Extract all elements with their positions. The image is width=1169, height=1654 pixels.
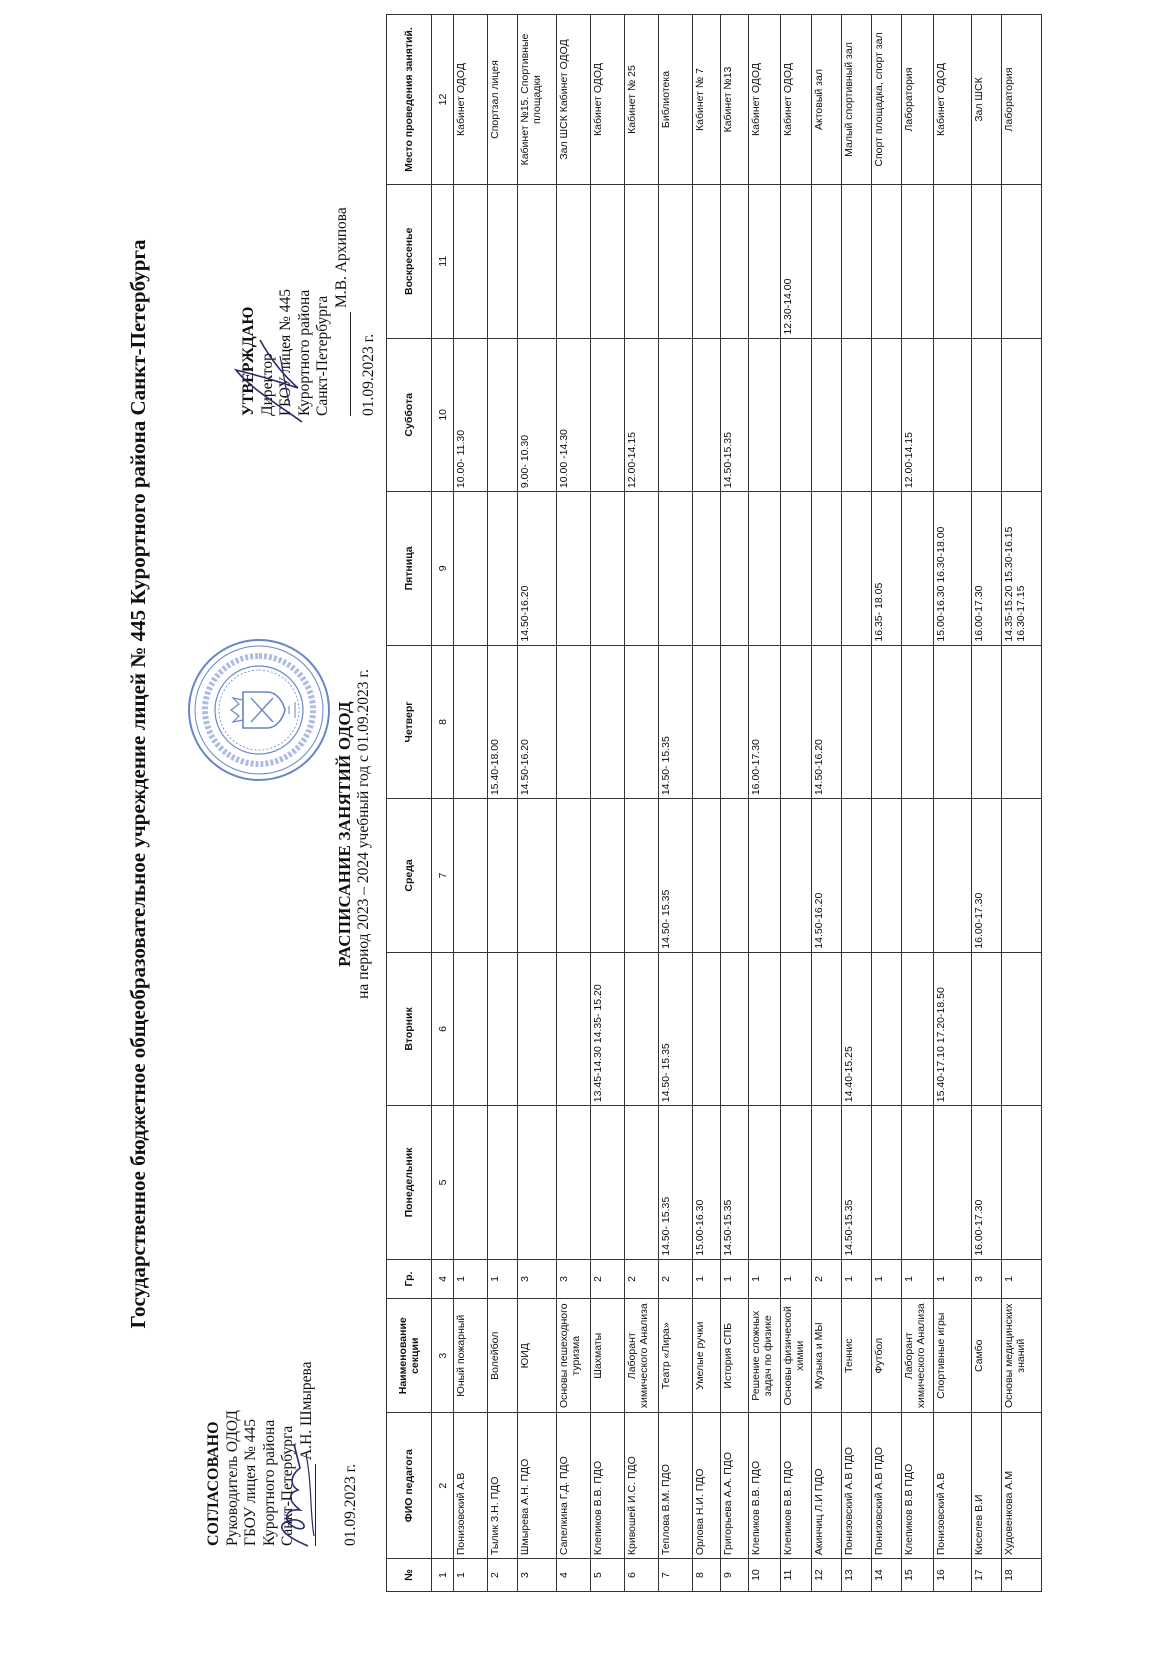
saturday-time xyxy=(972,338,1002,492)
document-title: Государственное бюджетное общеобразовательное учреждение лицей № 445 Курортного района Санкт-Петербурга xyxy=(126,239,150,1329)
wednesday-time xyxy=(591,799,625,953)
friday-time xyxy=(557,492,591,646)
column-number: 4 xyxy=(432,1259,454,1298)
friday-time xyxy=(749,492,781,646)
tuesday-time: 14.50- 15.35 xyxy=(659,952,693,1106)
group-count: 2 xyxy=(591,1259,625,1298)
monday-time xyxy=(488,1106,518,1260)
thursday-time xyxy=(972,645,1002,799)
friday-time xyxy=(812,492,842,646)
header-cell: Гр. xyxy=(387,1259,432,1298)
column-number: 2 xyxy=(432,1413,454,1559)
saturday-time: 12.00-14.15 xyxy=(902,338,934,492)
thursday-time xyxy=(693,645,721,799)
section-name: Теннис xyxy=(842,1299,872,1413)
teacher-name: Понизовский А.В ПДО xyxy=(872,1413,902,1559)
sunday-time xyxy=(518,185,557,339)
header-cell: Пятница xyxy=(387,492,432,646)
row-number: 4 xyxy=(557,1559,591,1592)
tuesday-time xyxy=(454,952,488,1106)
thursday-time: 14.50-16.20 xyxy=(812,645,842,799)
header-cell: Вторник xyxy=(387,952,432,1106)
lesson-place: Спортзал лицея xyxy=(488,15,518,185)
header-cell: Место проведения занятий. xyxy=(387,15,432,185)
friday-time: 16.35- 18.05 xyxy=(872,492,902,646)
friday-time xyxy=(842,492,872,646)
row-number: 6 xyxy=(625,1559,659,1592)
group-count: 1 xyxy=(454,1259,488,1298)
lesson-place: Кабинет ОДОД xyxy=(591,15,625,185)
section-name: Основы физической химии xyxy=(781,1299,812,1413)
friday-time xyxy=(591,492,625,646)
table-row xyxy=(749,15,781,1592)
saturday-time xyxy=(842,338,872,492)
table-row xyxy=(934,15,972,1592)
friday-time: 15.00-16.30 16.30-18.00 xyxy=(934,492,972,646)
agreed-name: А.Н. Шмырева xyxy=(297,1361,315,1460)
thursday-time xyxy=(454,645,488,799)
table-row xyxy=(721,15,749,1592)
approved-heading: УТВЕРЖДАЮ xyxy=(240,306,257,416)
section-name: Волейбол xyxy=(488,1299,518,1413)
table-row xyxy=(812,15,842,1592)
column-number: 8 xyxy=(432,645,454,799)
official-seal-stamp xyxy=(185,636,333,784)
saturday-time: 14.50-15.35 xyxy=(721,338,749,492)
wednesday-time xyxy=(749,799,781,953)
sunday-time xyxy=(749,185,781,339)
row-number: 11 xyxy=(781,1559,812,1592)
section-name: Умелые ручки xyxy=(693,1299,721,1413)
friday-time: 14.35-15.20 15.30-16.15 16.30-17.15 xyxy=(1002,492,1042,646)
teacher-name: Понизовский А.В ПДО xyxy=(842,1413,872,1559)
agreed-line: Руководитель ОДОД xyxy=(223,1410,241,1546)
saturday-time: 10.00 -14.30 xyxy=(557,338,591,492)
lesson-place: Кабинет №13 xyxy=(721,15,749,185)
group-count: 1 xyxy=(693,1259,721,1298)
tuesday-time xyxy=(518,952,557,1106)
sunday-time xyxy=(812,185,842,339)
row-number: 7 xyxy=(659,1559,693,1592)
table-row xyxy=(454,15,488,1592)
teacher-name: Клепиков В.В. ПДО xyxy=(749,1413,781,1559)
tuesday-time xyxy=(693,952,721,1106)
friday-time xyxy=(454,492,488,646)
friday-time xyxy=(902,492,934,646)
teacher-name: Киселев В.И xyxy=(972,1413,1002,1559)
tuesday-time xyxy=(781,952,812,1106)
group-count: 1 xyxy=(721,1259,749,1298)
sunday-time xyxy=(454,185,488,339)
approved-signature-line xyxy=(333,207,352,416)
thursday-time xyxy=(781,645,812,799)
table-row xyxy=(557,15,591,1592)
column-number: 5 xyxy=(432,1106,454,1260)
header-cell: Четверг xyxy=(387,645,432,799)
group-count: 1 xyxy=(872,1259,902,1298)
teacher-name: Сапелкина Г.Д. ПДО xyxy=(557,1413,591,1559)
column-number: 12 xyxy=(432,15,454,185)
saturday-time xyxy=(488,338,518,492)
lesson-place: Актовый зал xyxy=(812,15,842,185)
thursday-time xyxy=(557,645,591,799)
monday-time xyxy=(591,1106,625,1260)
lesson-place: Кабинет ОДОД xyxy=(454,15,488,185)
column-number: 3 xyxy=(432,1299,454,1413)
section-name: Юный пожарный xyxy=(454,1299,488,1413)
tuesday-time: 15.40-17.10 17.20-18.50 xyxy=(934,952,972,1106)
lesson-place: Кабинет № 25 xyxy=(625,15,659,185)
group-count: 1 xyxy=(842,1259,872,1298)
thursday-time xyxy=(721,645,749,799)
group-count: 3 xyxy=(972,1259,1002,1298)
sunday-time xyxy=(902,185,934,339)
sunday-time xyxy=(972,185,1002,339)
schedule-title: РАСПИСАНИЕ ЗАНЯТИЙ ОДОД xyxy=(335,701,354,967)
friday-time xyxy=(781,492,812,646)
saturday-time xyxy=(872,338,902,492)
approved-line: ГБОУ лицея № 445 xyxy=(277,288,294,416)
sunday-time xyxy=(721,185,749,339)
thursday-time xyxy=(902,645,934,799)
table-row xyxy=(518,15,557,1592)
sunday-time xyxy=(625,185,659,339)
section-name: Самбо xyxy=(972,1299,1002,1413)
teacher-name: Григорьева А.А. ПДО xyxy=(721,1413,749,1559)
monday-time xyxy=(749,1106,781,1260)
thursday-time xyxy=(842,645,872,799)
monday-time: 16.00-17.30 xyxy=(972,1106,1002,1260)
column-number: 1 xyxy=(432,1559,454,1592)
wednesday-time xyxy=(518,799,557,953)
sunday-time xyxy=(934,185,972,339)
wednesday-time xyxy=(1002,799,1042,953)
saturday-time xyxy=(812,338,842,492)
wednesday-time xyxy=(934,799,972,953)
monday-time xyxy=(812,1106,842,1260)
lesson-place: Лаборатория xyxy=(902,15,934,185)
wednesday-time xyxy=(902,799,934,953)
sunday-time xyxy=(693,185,721,339)
thursday-time xyxy=(934,645,972,799)
lesson-place: Кабинет № 7 xyxy=(693,15,721,185)
handwritten-signature-right xyxy=(230,326,310,436)
friday-time xyxy=(625,492,659,646)
tuesday-time xyxy=(488,952,518,1106)
wednesday-time xyxy=(693,799,721,953)
monday-time: 14.50-15.35 xyxy=(721,1106,749,1260)
section-name: Основы медицинских знаний xyxy=(1002,1299,1042,1413)
row-number: 1 xyxy=(454,1559,488,1592)
monday-time xyxy=(454,1106,488,1260)
wednesday-time: 14.50- 15.35 xyxy=(659,799,693,953)
tuesday-time xyxy=(625,952,659,1106)
approved-line: Санкт-Петербурга xyxy=(314,295,331,416)
section-name: Футбол xyxy=(872,1299,902,1413)
thursday-time xyxy=(1002,645,1042,799)
teacher-name: Понизовский А.В xyxy=(934,1413,972,1559)
group-count: 3 xyxy=(557,1259,591,1298)
row-number: 9 xyxy=(721,1559,749,1592)
table-row xyxy=(842,15,872,1592)
teacher-name: Шмырева А.Н. ПДО xyxy=(518,1413,557,1559)
row-number: 16 xyxy=(934,1559,972,1592)
teacher-name: Кривошей И.С. ПДО xyxy=(625,1413,659,1559)
wednesday-time xyxy=(721,799,749,953)
sunday-time xyxy=(488,185,518,339)
section-name: Решение сложных задач по физике xyxy=(749,1299,781,1413)
lesson-place: Кабинет №15. Спортивные площадки xyxy=(518,15,557,185)
friday-time: 16.00-17.30 xyxy=(972,492,1002,646)
table-row xyxy=(591,15,625,1592)
table-row xyxy=(972,15,1002,1592)
teacher-name: Орлова Н.И. ПДО xyxy=(693,1413,721,1559)
lesson-place: Зал ШСК Кабинет ОДОД xyxy=(557,15,591,185)
friday-time xyxy=(659,492,693,646)
table-row xyxy=(872,15,902,1592)
agreed-line: Курортного района xyxy=(260,1419,278,1546)
group-count: 2 xyxy=(625,1259,659,1298)
sunday-time xyxy=(591,185,625,339)
monday-time xyxy=(557,1106,591,1260)
section-name: Лаборант химического Анализа xyxy=(902,1299,934,1413)
lesson-place: Библиотека xyxy=(659,15,693,185)
header-cell: Наименование секции xyxy=(387,1299,432,1413)
agreed-line: ГБОУ лицея № 445 xyxy=(242,1418,259,1546)
row-number: 14 xyxy=(872,1559,902,1592)
section-name: Шахматы xyxy=(591,1299,625,1413)
wednesday-time xyxy=(872,799,902,953)
lesson-place: Малый спортивный зал xyxy=(842,15,872,185)
column-number: 6 xyxy=(432,952,454,1106)
thursday-time xyxy=(591,645,625,799)
column-number: 7 xyxy=(432,799,454,953)
monday-time xyxy=(1002,1106,1042,1260)
tuesday-time xyxy=(749,952,781,1106)
wednesday-time: 14.50-16.20 xyxy=(812,799,842,953)
row-number: 3 xyxy=(518,1559,557,1592)
thursday-time: 14.50-16.20 xyxy=(518,645,557,799)
monday-time xyxy=(902,1106,934,1260)
approved-line: Директор xyxy=(258,353,276,416)
group-count: 3 xyxy=(518,1259,557,1298)
saturday-time xyxy=(934,338,972,492)
friday-time: 14.50-16.20 xyxy=(518,492,557,646)
wednesday-time xyxy=(781,799,812,953)
lesson-place: Лаборатория xyxy=(1002,15,1042,185)
tuesday-time xyxy=(902,952,934,1106)
approved-line: Курортного района xyxy=(295,289,313,416)
agreed-line: Санкт-Петербурга xyxy=(279,1425,296,1546)
row-number: 17 xyxy=(972,1559,1002,1592)
table-row xyxy=(693,15,721,1592)
schedule-table xyxy=(386,14,1042,1592)
section-name: Спортивные игры xyxy=(934,1299,972,1413)
saturday-time: 12.00-14.15 xyxy=(625,338,659,492)
monday-time xyxy=(625,1106,659,1260)
wednesday-time: 16.00-17.30 xyxy=(972,799,1002,953)
saturday-time: 10.00- 11.30 xyxy=(454,338,488,492)
monday-time xyxy=(872,1106,902,1260)
group-count: 1 xyxy=(781,1259,812,1298)
sunday-time xyxy=(659,185,693,339)
row-number: 13 xyxy=(842,1559,872,1592)
saturday-time xyxy=(591,338,625,492)
group-count: 1 xyxy=(1002,1259,1042,1298)
monday-time: 14.50- 15.35 xyxy=(659,1106,693,1260)
monday-time: 15.00-16.30 xyxy=(693,1106,721,1260)
header-cell: № xyxy=(387,1559,432,1592)
table-header-row xyxy=(387,15,432,1592)
saturday-time xyxy=(1002,338,1042,492)
header-cell: Понедельник xyxy=(387,1106,432,1260)
monday-time: 14.50-15.35 xyxy=(842,1106,872,1260)
group-count: 2 xyxy=(659,1259,693,1298)
lesson-place: Кабинет ОДОД xyxy=(781,15,812,185)
table-row xyxy=(659,15,693,1592)
section-name: История СПБ xyxy=(721,1299,749,1413)
group-count: 1 xyxy=(749,1259,781,1298)
header-cell: ФИО педагога xyxy=(387,1413,432,1559)
wednesday-time xyxy=(454,799,488,953)
thursday-time: 15.40-18.00 xyxy=(488,645,518,799)
sunday-time: 12.30-14.00 xyxy=(781,185,812,339)
tuesday-time xyxy=(557,952,591,1106)
lesson-place: Кабинет ОДОД xyxy=(934,15,972,185)
lesson-place: Зал ШСК xyxy=(972,15,1002,185)
column-number: 10 xyxy=(432,338,454,492)
section-name: Музыка и МЫ xyxy=(812,1299,842,1413)
row-number: 15 xyxy=(902,1559,934,1592)
friday-time xyxy=(488,492,518,646)
schedule-heading xyxy=(335,454,373,1214)
approved-name: М.В. Архипова xyxy=(332,207,350,308)
agreed-date: 01.09.2023 г. xyxy=(342,1463,359,1546)
thursday-time xyxy=(625,645,659,799)
wednesday-time xyxy=(488,799,518,953)
tuesday-time xyxy=(972,952,1002,1106)
agreed-heading: СОГЛАСОВАНО xyxy=(205,1421,222,1546)
teacher-name: Худовенкова А.М xyxy=(1002,1413,1042,1559)
header-cell: Среда xyxy=(387,799,432,953)
sunday-time xyxy=(872,185,902,339)
section-name: Основы пешеходного туризма xyxy=(557,1299,591,1413)
header-cell: Воскресенье xyxy=(387,185,432,339)
sunday-time xyxy=(1002,185,1042,339)
sunday-time xyxy=(842,185,872,339)
saturday-time xyxy=(749,338,781,492)
tuesday-time xyxy=(812,952,842,1106)
approved-date: 01.09.2023 г. xyxy=(360,333,377,416)
teacher-name: Акинчиц Л.И ПДО xyxy=(812,1413,842,1559)
section-name: Театр «Лира» xyxy=(659,1299,693,1413)
thursday-time: 16.00-17.30 xyxy=(749,645,781,799)
teacher-name: Клепиков В.В. ПДО xyxy=(591,1413,625,1559)
row-number: 10 xyxy=(749,1559,781,1592)
row-number: 18 xyxy=(1002,1559,1042,1592)
friday-time xyxy=(721,492,749,646)
teacher-name: Понизовский А.В xyxy=(454,1413,488,1559)
wednesday-time xyxy=(625,799,659,953)
monday-time xyxy=(518,1106,557,1260)
sunday-time xyxy=(557,185,591,339)
section-name: ЮИД xyxy=(518,1299,557,1413)
column-number: 11 xyxy=(432,185,454,339)
wednesday-time xyxy=(842,799,872,953)
thursday-time: 14.50- 15.35 xyxy=(659,645,693,799)
saturday-time xyxy=(659,338,693,492)
saturday-time xyxy=(781,338,812,492)
tuesday-time xyxy=(1002,952,1042,1106)
friday-time xyxy=(693,492,721,646)
monday-time xyxy=(934,1106,972,1260)
row-number: 8 xyxy=(693,1559,721,1592)
group-count: 1 xyxy=(488,1259,518,1298)
tuesday-time xyxy=(872,952,902,1106)
lesson-place: Спорт площадка, спорт зал xyxy=(872,15,902,185)
wednesday-time xyxy=(557,799,591,953)
table-row xyxy=(781,15,812,1592)
table-row xyxy=(488,15,518,1592)
section-name: Лаборант химического Анализа xyxy=(625,1299,659,1413)
tuesday-time: 14.40-15.25 xyxy=(842,952,872,1106)
handwritten-signature-left xyxy=(270,1434,318,1554)
header-cell: Суббота xyxy=(387,338,432,492)
thursday-time xyxy=(872,645,902,799)
tuesday-time: 13.45-14.30 14.35- 15.20 xyxy=(591,952,625,1106)
column-number-row xyxy=(432,15,454,1592)
saturday-time xyxy=(693,338,721,492)
lesson-place: Кабинет ОДОД xyxy=(749,15,781,185)
row-number: 5 xyxy=(591,1559,625,1592)
teacher-name: Клепиков В.В ПДО xyxy=(902,1413,934,1559)
signature-underline xyxy=(336,312,351,416)
group-count: 1 xyxy=(934,1259,972,1298)
monday-time xyxy=(781,1106,812,1260)
column-number: 9 xyxy=(432,492,454,646)
schedule-subtitle: на период 2023 – 2024 учебный год с 01.09.2023 г. xyxy=(355,669,372,999)
table-row xyxy=(625,15,659,1592)
row-number: 2 xyxy=(488,1559,518,1592)
saturday-time: 9.00- 10.30 xyxy=(518,338,557,492)
table-row xyxy=(902,15,934,1592)
group-count: 2 xyxy=(812,1259,842,1298)
table-row xyxy=(1002,15,1042,1592)
teacher-name: Тылик З.Н. ПДО xyxy=(488,1413,518,1559)
tuesday-time xyxy=(721,952,749,1106)
group-count: 1 xyxy=(902,1259,934,1298)
teacher-name: Теплова В.М. ПДО xyxy=(659,1413,693,1559)
teacher-name: Клепиков В.В. ПДО xyxy=(781,1413,812,1559)
row-number: 12 xyxy=(812,1559,842,1592)
